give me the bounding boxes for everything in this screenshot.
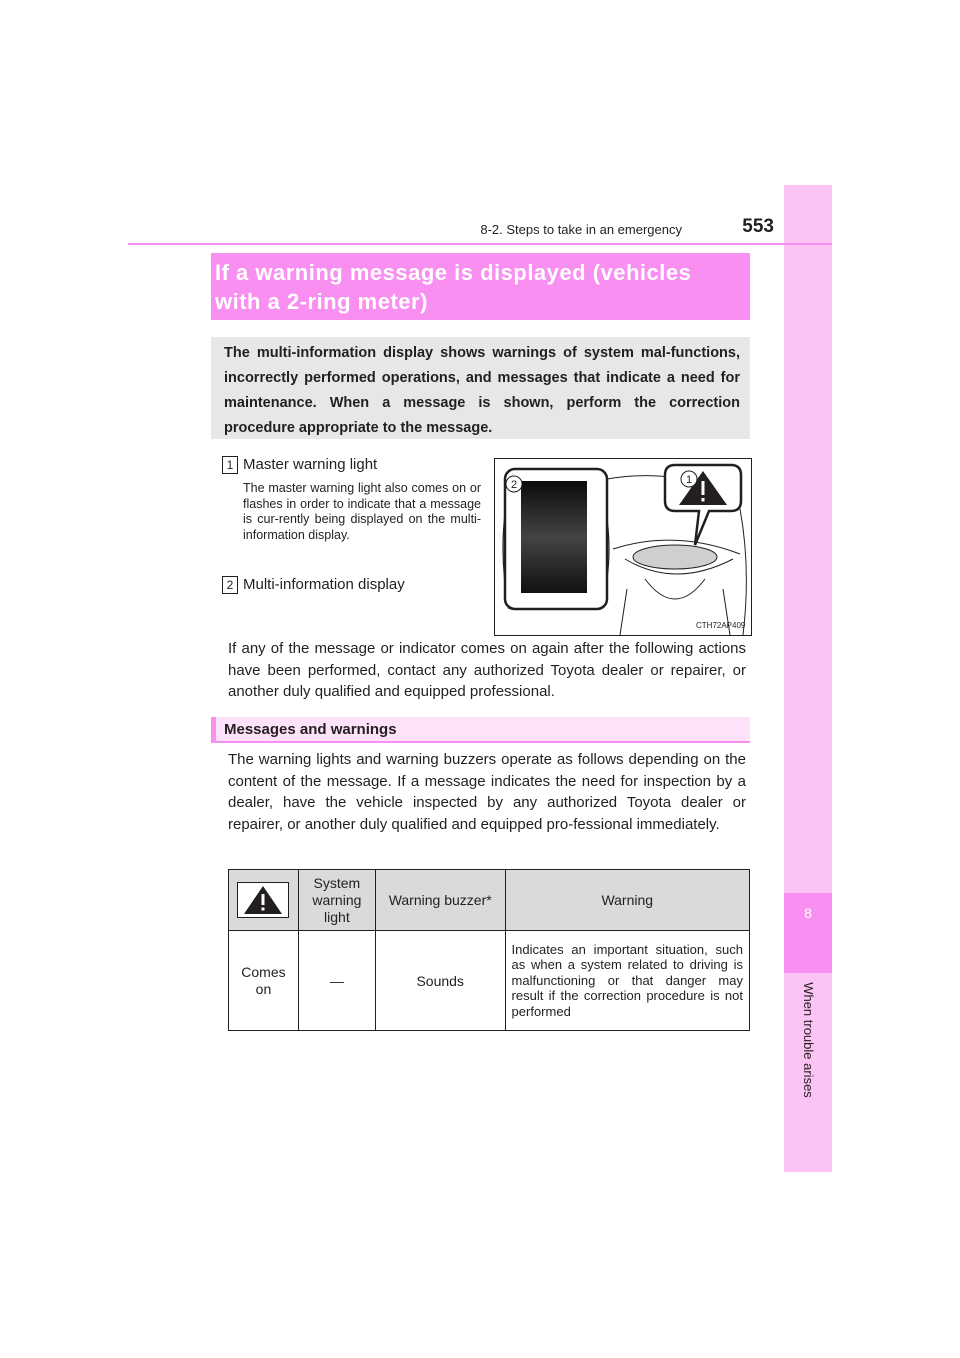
cell-warning-description: Indicates an important situation, such as when a system related to driving is malfunctioning or that danger may result if the correction procedure is not performed: [505, 931, 749, 1031]
section-header: 8-2. Steps to take in an emergency: [480, 222, 682, 237]
header-rule: [128, 243, 832, 245]
figure-code: CTH72AP409: [696, 621, 746, 630]
page-title: [215, 258, 750, 316]
body-paragraph-1: If any of the message or indicator comes on again after the following actions have been performed, contact any authorized Toyota dealer or repairer, or another duly qualified and equipped professional.: [228, 640, 746, 700]
header-warning: Warning: [505, 870, 749, 931]
cell-buzzer: Sounds: [375, 931, 505, 1031]
chapter-number: 8: [804, 905, 812, 921]
figure-callout-2: 2: [510, 479, 518, 491]
item-number-2: 2: [222, 576, 238, 594]
cell-system-light: —: [298, 931, 375, 1031]
page-number: 553: [742, 216, 774, 237]
warning-table: [228, 869, 750, 1031]
master-warning-icon-box: [237, 882, 289, 918]
table-row: [229, 931, 750, 1031]
item-label-multi-information-display: Multi-information display: [243, 576, 405, 593]
figure-callout-1: 1: [685, 474, 693, 486]
subheading-messages-and-warnings: Messages and warnings: [224, 721, 397, 738]
dashboard-drawing: [495, 459, 751, 635]
header-master-warning: [229, 870, 299, 931]
intro-text: The multi-information display shows warnings of system mal-functions, incorrectly performed operations, and messages that indicate a need for maintenance. When a message is shown, perform the correction procedure appropriate to the message.: [224, 345, 740, 436]
subheading-rule: [211, 741, 750, 743]
item-description-master-warning-light: The master warning light also comes on or flashes in order to indicate that a message is cur-rently being displayed on the multi-information display.: [243, 481, 481, 542]
table-header-row: [229, 870, 750, 931]
item-number-1: 1: [222, 456, 238, 474]
page-title-line-1: If a warning message is displayed (vehicles: [215, 260, 692, 285]
header-system-warning-light: System warning light: [298, 870, 375, 931]
dashboard-illustration: [494, 458, 752, 636]
chapter-title: When trouble arises: [801, 982, 816, 1098]
page-title-line-2: with a 2-ring meter): [215, 289, 428, 314]
cell-master: Comes on: [229, 931, 299, 1031]
header-warning-buzzer: Warning buzzer*: [375, 870, 505, 931]
item-label-master-warning-light: Master warning light: [243, 456, 378, 473]
master-warning-icon: [238, 883, 288, 917]
body-paragraph-2: The warning lights and warning buzzers operate as follows depending on the content of the message. If a message indicates the need for inspection by a dealer, have the vehicle inspected by any authorized Toyota dealer or repairer, or another duly qualified and equipped pro-fessional immediately.: [228, 751, 746, 833]
subheading-accent: [211, 717, 216, 742]
